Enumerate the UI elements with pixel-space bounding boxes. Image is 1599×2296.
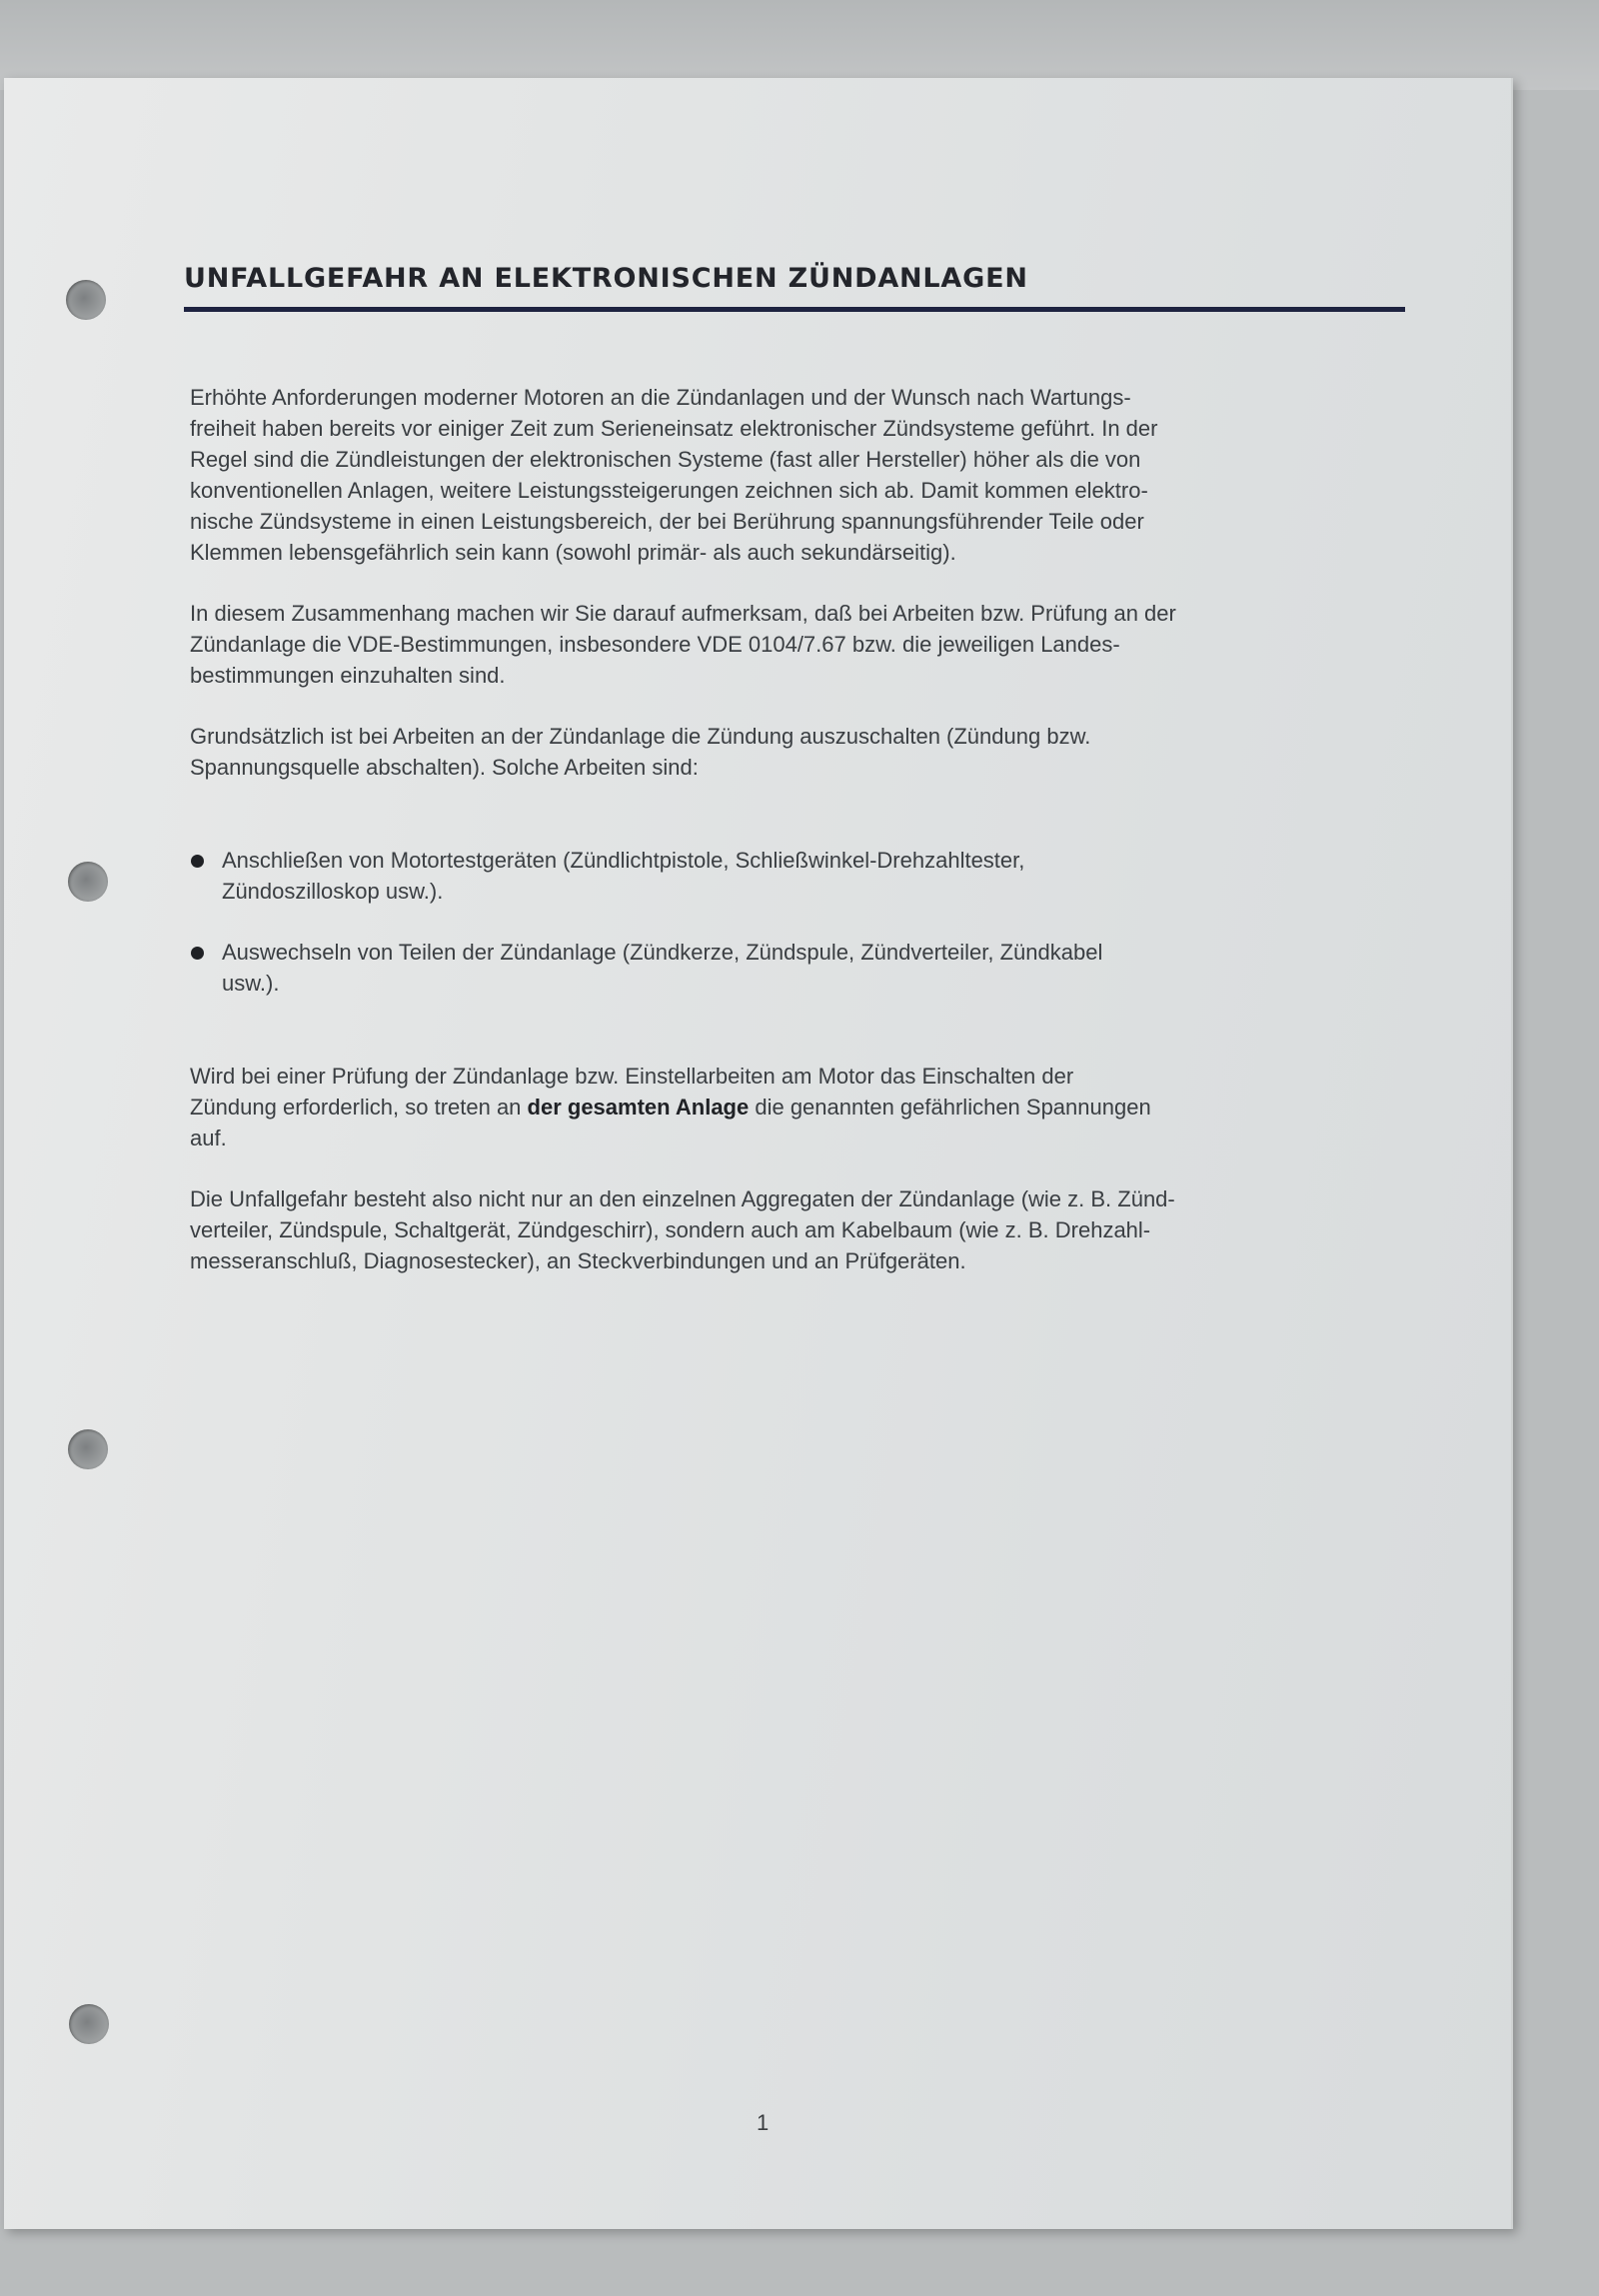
- paragraph-vde: In diesem Zusammenhang machen wir Sie darauf aufmerksam, daß bei Arbeiten bzw. Prüfung an der Zündanlage die VDE-Bestimmungen, insbesondere VDE 0104/7.67 bzw. die jeweiligen Landes- bestimmungen einzuhalten sind.: [190, 601, 1176, 688]
- background-surface: [0, 0, 1599, 90]
- list-item-text: Anschließen von Motortestgeräten (Zündlichtpistole, Schließwinkel-Drehzahltester, Zündoszilloskop usw.).: [222, 848, 1025, 904]
- list-item: [190, 845, 1395, 907]
- document-body: [190, 382, 1395, 1276]
- punch-hole-2: [68, 862, 108, 902]
- page-number: 1: [757, 2110, 770, 2135]
- paragraph-einschalten-end: die genannten gefährlichen Spannungen auf.: [190, 1095, 1151, 1150]
- bullet-icon: [191, 947, 204, 960]
- title-underline: [184, 307, 1405, 312]
- paragraph-einschalten: [190, 1061, 1395, 1153]
- paragraph-unfallgefahr: Die Unfallgefahr besteht also nicht nur an den einzelnen Aggregaten der Zündanlage (wie z. B. Zünd- verteiler, Zündspule, Schaltgerät, Zündgeschirr), sondern auch am Kabelbaum (wie z. B. Drehzahl- messeranschluß, Diagnosestecker), an Steckverbindungen und an Prüfgeräten.: [190, 1186, 1175, 1273]
- punch-hole-4: [69, 2004, 109, 2044]
- list-item: [190, 937, 1395, 999]
- page-title: UNFALLGEFAHR AN ELEKTRONISCHEN ZÜNDANLAGEN: [184, 263, 1028, 294]
- paragraph-intro: Erhöhte Anforderungen moderner Motoren an die Zündanlagen und der Wunsch nach Wartungs- freiheit haben bereits vor einiger Zeit zum Serieneinsatz elektronischer Zündsysteme geführt. In der Regel sind die Zündleistungen der elektronischen Systeme (fast aller Hersteller) höher als die von konventionellen Anlagen, weitere Leistungssteigerungen zeichnen sich ab. Damit kommen elektro- nische Zündsysteme in einen Leistungsbereich, der bei Berührung spannungsführender Teile oder Klemmen lebensgefährlich sein kann (sowohl primär- als auch sekundärseitig).: [190, 385, 1158, 565]
- punch-hole-1: [66, 280, 106, 320]
- paragraph-einschalten-start: Wird bei einer Prüfung der Zündanlage bzw. Einstellarbeiten am Motor das Einschalten der Zündung erforderlich, so treten an: [190, 1064, 1074, 1120]
- bullet-icon: [191, 855, 204, 868]
- list-item-text: Auswechseln von Teilen der Zündanlage (Zündkerze, Zündspule, Zündverteiler, Zündkabel usw.).: [222, 940, 1103, 996]
- emphasis-gesamte-anlage: der gesamten Anlage: [527, 1095, 750, 1120]
- paragraph-grundsaetzlich: Grundsätzlich ist bei Arbeiten an der Zündanlage die Zündung auszuschalten (Zündung bzw. Spannungsquelle abschalten). Solche Arbeiten sind:: [190, 724, 1091, 780]
- document-page: [4, 78, 1513, 2229]
- punch-hole-3: [68, 1429, 108, 1469]
